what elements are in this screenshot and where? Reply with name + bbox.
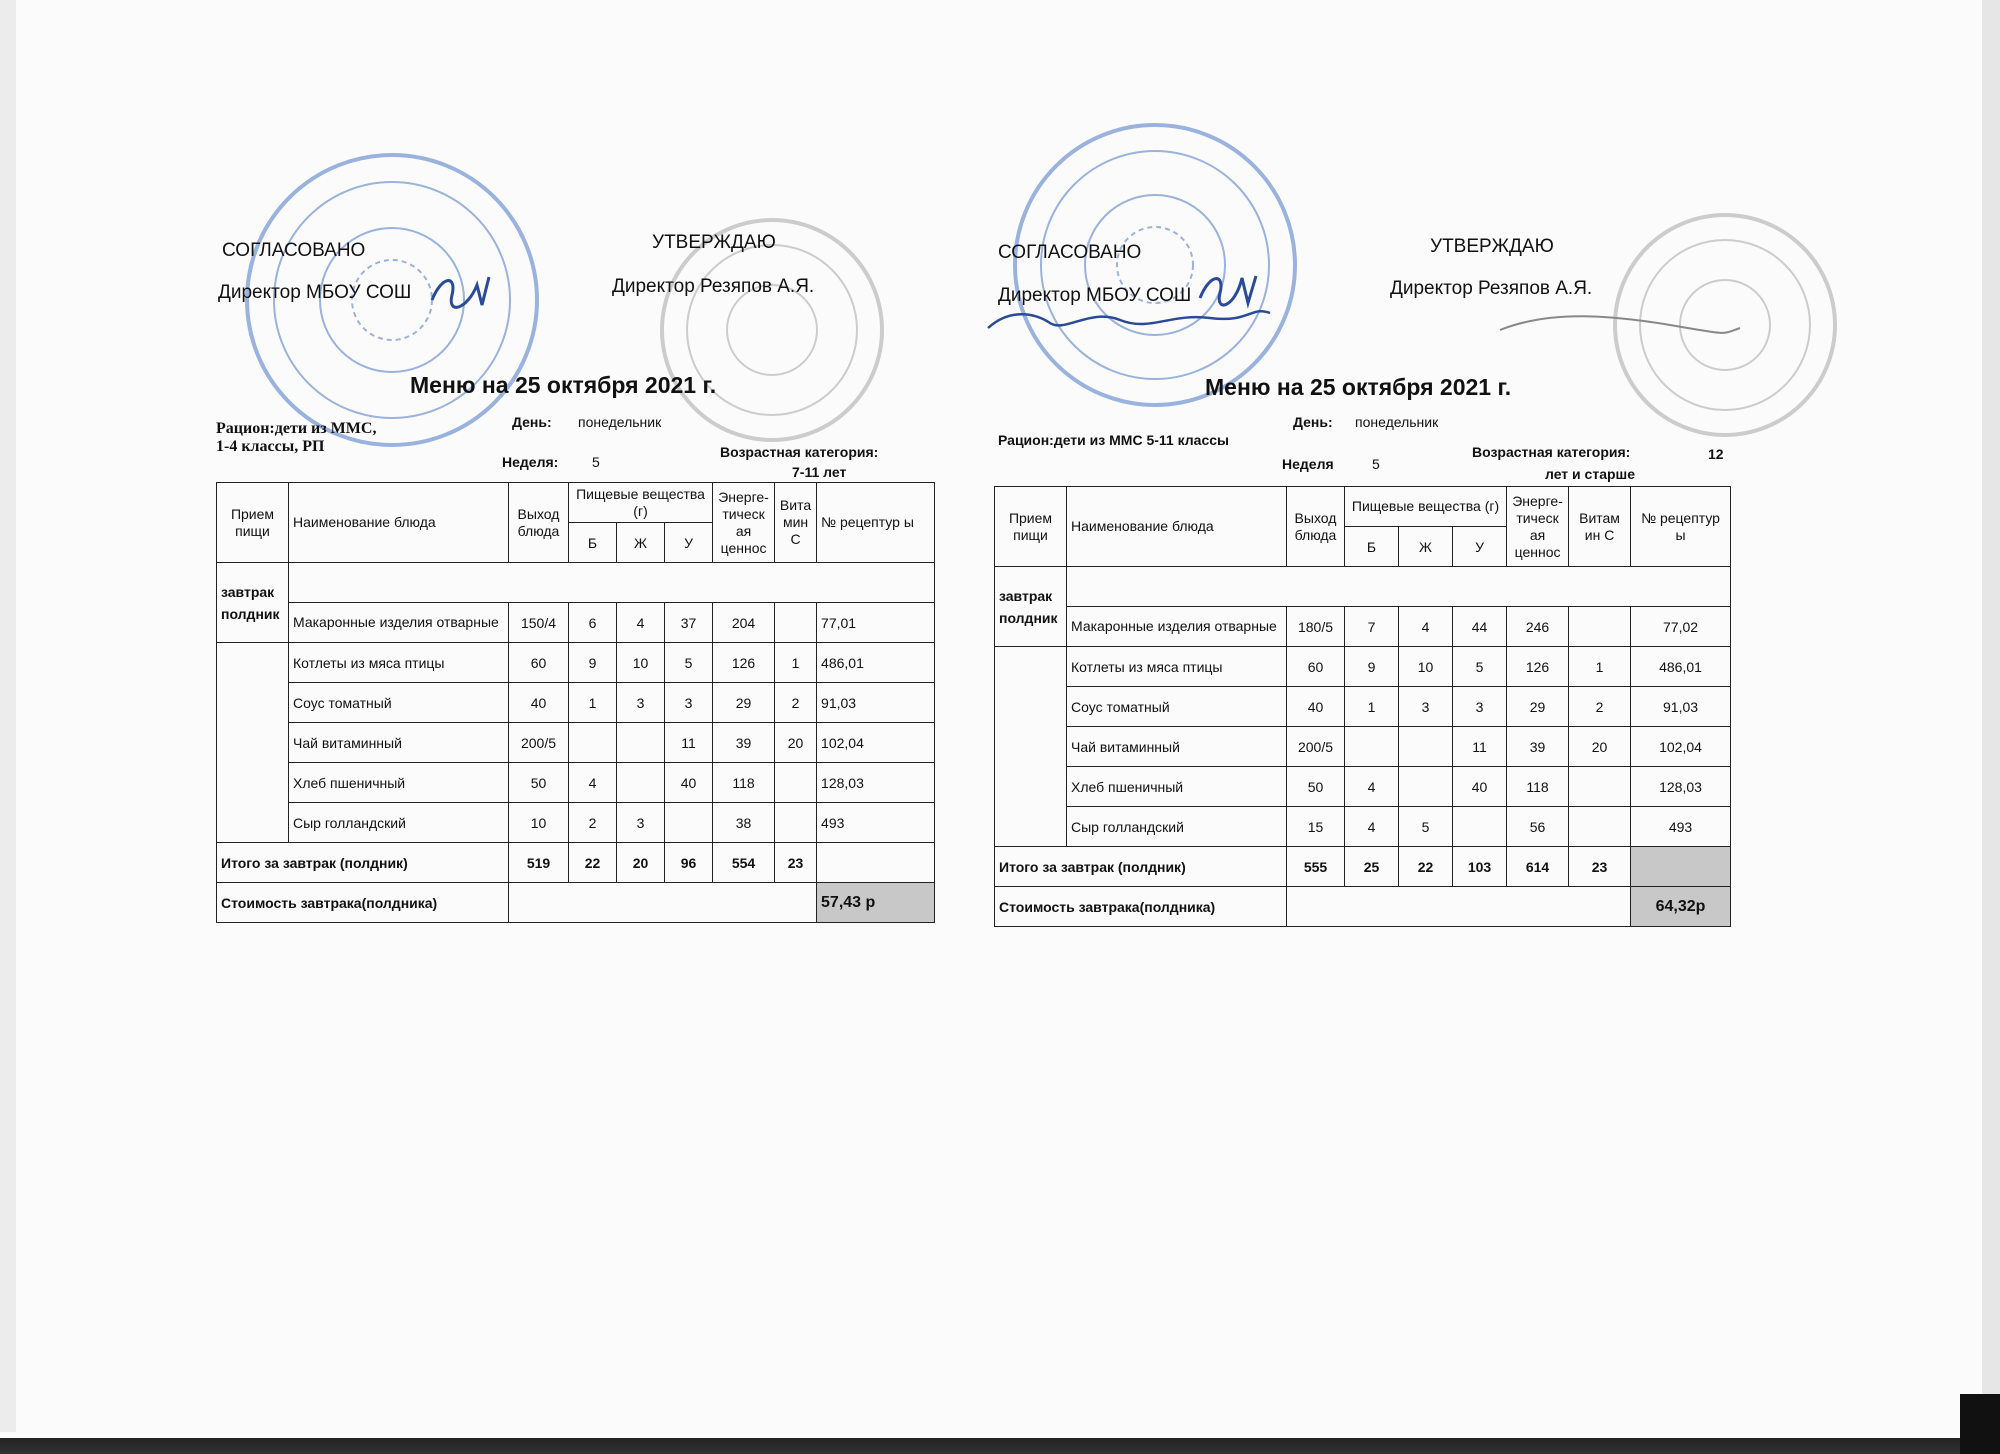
ration-label: Рацион:дети из ММС, [216, 420, 377, 437]
approve-by-label: Директор Резяпов А.Я. [1390, 278, 1593, 299]
menu-table [216, 482, 935, 923]
day-label: День: [512, 414, 552, 430]
recipe-cell: 493 [817, 803, 935, 843]
fat-cell: 10 [1399, 647, 1453, 687]
meal-spacer [217, 643, 289, 683]
age-value-2: лет и старше [1545, 466, 1635, 482]
total-protein: 22 [569, 843, 617, 883]
vitamin-c-cell [1569, 767, 1631, 807]
approve-by-label: Директор Резяпов А.Я. [612, 276, 815, 297]
header-protein: Б [569, 523, 617, 563]
header-recipe: № рецептур ы [1631, 487, 1731, 567]
protein-cell: 1 [1345, 687, 1399, 727]
ration-label: Рацион:дети из ММС 5-11 классы [998, 432, 1229, 448]
total-carbs: 103 [1453, 847, 1507, 887]
yield-cell: 50 [1287, 767, 1345, 807]
scan-corner [1960, 1394, 2000, 1454]
menu-table [994, 486, 1731, 927]
meal-spacer [995, 647, 1067, 687]
carbs-cell: 40 [665, 763, 713, 803]
table-row [995, 807, 1731, 847]
page-title: Меню на 25 октября 2021 г. [410, 372, 717, 398]
cost-row [217, 883, 935, 923]
header-energy: Энерге-тическ ая ценнос [1507, 487, 1569, 567]
header-recipe: № рецептур ы [817, 483, 935, 563]
fat-cell [617, 763, 665, 803]
table-row [995, 687, 1731, 727]
energy-cell: 38 [713, 803, 775, 843]
recipe-cell: 102,04 [1631, 727, 1731, 767]
header-vitamin-c: Витам ин С [1569, 487, 1631, 567]
energy-cell: 39 [713, 723, 775, 763]
cost-value: 57,43 р [817, 883, 935, 923]
scan-edge-right [1982, 0, 2000, 1454]
header-nutrients: Пищевые вещества (г) [569, 483, 713, 523]
energy-cell: 29 [713, 683, 775, 723]
energy-cell: 29 [1507, 687, 1569, 727]
header-yield: Выход блюда [509, 483, 569, 563]
table-row [217, 763, 935, 803]
meal-breakfast: завтрак [221, 584, 275, 600]
vitamin-c-cell: 1 [775, 643, 817, 683]
cost-label: Стоимость завтрака(полдника) [217, 883, 509, 923]
vitamin-c-cell [775, 763, 817, 803]
carbs-cell: 5 [665, 643, 713, 683]
yield-cell: 15 [1287, 807, 1345, 847]
carbs-cell: 3 [1453, 687, 1507, 727]
day-value: понедельник [578, 414, 662, 430]
approve-label: УТВЕРЖДАЮ [652, 232, 776, 253]
table-row [217, 723, 935, 763]
total-yield: 519 [509, 843, 569, 883]
ration-label-2: 1-4 классы, РП [216, 438, 325, 455]
fat-cell: 4 [1399, 607, 1453, 647]
day-label: День: [1293, 414, 1333, 430]
carbs-cell: 11 [665, 723, 713, 763]
meal-spacer [217, 803, 289, 843]
protein-cell: 9 [569, 643, 617, 683]
table-row [217, 683, 935, 723]
total-fat: 22 [1399, 847, 1453, 887]
table-row [217, 643, 935, 683]
total-vitamin-c: 23 [775, 843, 817, 883]
yield-cell: 10 [509, 803, 569, 843]
week-label: Неделя [1282, 456, 1334, 472]
header-yield: Выход блюда [1287, 487, 1345, 567]
approve-label: УТВЕРЖДАЮ [1430, 236, 1554, 257]
dish-name: Котлеты из мяса птицы [289, 643, 509, 683]
yield-cell: 180/5 [1287, 607, 1345, 647]
week-label: Неделя: [502, 454, 559, 470]
total-fat: 20 [617, 843, 665, 883]
fat-cell [1399, 767, 1453, 807]
week-value: 5 [592, 454, 600, 470]
protein-cell [1345, 727, 1399, 767]
energy-cell: 126 [713, 643, 775, 683]
header-nutrients: Пищевые вещества (г) [1345, 487, 1507, 527]
total-recipe-empty [817, 843, 935, 883]
carbs-cell: 3 [665, 683, 713, 723]
cost-blank [1287, 887, 1631, 927]
meal-spacer [995, 807, 1067, 847]
header-protein: Б [1345, 527, 1399, 567]
dish-name: Соус томатный [289, 683, 509, 723]
agreed-by-label: Директор МБОУ СОШ [998, 285, 1192, 306]
yield-cell: 200/5 [1287, 727, 1345, 767]
vitamin-c-cell: 1 [1569, 647, 1631, 687]
agreed-label: СОГЛАСОВАНО [222, 240, 366, 261]
recipe-cell: 102,04 [817, 723, 935, 763]
energy-cell: 118 [713, 763, 775, 803]
scan-edge-left [0, 0, 16, 1454]
meal-type-cell [995, 567, 1067, 647]
header-energy: Энерге-тическ ая ценнос [713, 483, 775, 563]
recipe-cell: 91,03 [1631, 687, 1731, 727]
fat-cell: 4 [617, 603, 665, 643]
dish-name: Чай витаминный [289, 723, 509, 763]
week-value: 5 [1372, 456, 1380, 472]
recipe-cell: 493 [1631, 807, 1731, 847]
total-protein: 25 [1345, 847, 1399, 887]
header-carbs: У [1453, 527, 1507, 567]
meal-spacer [217, 683, 289, 723]
header-dish: Наименование блюда [289, 483, 509, 563]
vitamin-c-cell [775, 803, 817, 843]
dish-name: Чай витаминный [1067, 727, 1287, 767]
protein-cell: 7 [1345, 607, 1399, 647]
recipe-cell: 128,03 [817, 763, 935, 803]
carbs-cell: 11 [1453, 727, 1507, 767]
vitamin-c-cell [1569, 807, 1631, 847]
total-carbs: 96 [665, 843, 713, 883]
table-row [995, 607, 1731, 647]
recipe-cell: 486,01 [817, 643, 935, 683]
total-label: Итого за завтрак (полдник) [995, 847, 1287, 887]
table-row [217, 603, 935, 643]
protein-cell: 4 [569, 763, 617, 803]
energy-cell: 204 [713, 603, 775, 643]
yield-cell: 50 [509, 763, 569, 803]
age-value: 7-11 лет [792, 464, 847, 480]
yield-cell: 40 [1287, 687, 1345, 727]
protein-cell: 2 [569, 803, 617, 843]
vitamin-c-cell: 2 [1569, 687, 1631, 727]
carbs-cell [1453, 807, 1507, 847]
dish-name: Сыр голландский [1067, 807, 1287, 847]
meal-spacer [995, 727, 1067, 767]
fat-cell: 3 [1399, 687, 1453, 727]
header-dish: Наименование блюда [1067, 487, 1287, 567]
agreed-label: СОГЛАСОВАНО [998, 242, 1142, 263]
energy-cell: 56 [1507, 807, 1569, 847]
carbs-cell: 40 [1453, 767, 1507, 807]
table-row [995, 767, 1731, 807]
energy-cell: 118 [1507, 767, 1569, 807]
meal-breakfast: завтрак [999, 588, 1053, 604]
recipe-cell: 486,01 [1631, 647, 1731, 687]
dish-name: Котлеты из мяса птицы [1067, 647, 1287, 687]
meal-spacer [217, 723, 289, 763]
carbs-cell: 37 [665, 603, 713, 643]
dish-name: Хлеб пшеничный [1067, 767, 1287, 807]
protein-cell: 1 [569, 683, 617, 723]
blank-row [289, 563, 935, 603]
yield-cell: 40 [509, 683, 569, 723]
fat-cell: 3 [617, 683, 665, 723]
vitamin-c-cell: 2 [775, 683, 817, 723]
total-yield: 555 [1287, 847, 1345, 887]
energy-cell: 126 [1507, 647, 1569, 687]
dish-name: Макаронные изделия отварные [1067, 607, 1287, 647]
recipe-cell: 91,03 [817, 683, 935, 723]
recipe-cell: 77,02 [1631, 607, 1731, 647]
carbs-cell [665, 803, 713, 843]
meal-spacer [995, 767, 1067, 807]
table-row [995, 647, 1731, 687]
recipe-cell: 128,03 [1631, 767, 1731, 807]
total-row [995, 847, 1731, 887]
fat-cell: 10 [617, 643, 665, 683]
scan-edge-bottom [0, 1432, 2000, 1454]
dish-name: Макаронные изделия отварные [289, 603, 509, 643]
total-vitamin-c: 23 [1569, 847, 1631, 887]
yield-cell: 150/4 [509, 603, 569, 643]
vitamin-c-cell [1569, 607, 1631, 647]
vitamin-c-cell: 20 [775, 723, 817, 763]
meal-spacer [995, 687, 1067, 727]
agreed-by-label: Директор МБОУ СОШ [218, 282, 412, 303]
page-title: Меню на 25 октября 2021 г. [1205, 374, 1512, 400]
protein-cell: 9 [1345, 647, 1399, 687]
dish-name: Хлеб пшеничный [289, 763, 509, 803]
yield-cell: 60 [1287, 647, 1345, 687]
fat-cell [1399, 727, 1453, 767]
vitamin-c-cell [775, 603, 817, 643]
meal-snack: полдник [999, 610, 1058, 626]
age-label: Возрастная категория: [1472, 444, 1631, 460]
total-energy: 554 [713, 843, 775, 883]
age-value: 12 [1708, 446, 1724, 462]
fat-cell [617, 723, 665, 763]
blank-row [1067, 567, 1731, 607]
protein-cell: 4 [1345, 767, 1399, 807]
carbs-cell: 44 [1453, 607, 1507, 647]
energy-cell: 39 [1507, 727, 1569, 767]
protein-cell [569, 723, 617, 763]
cost-label: Стоимость завтрака(полдника) [995, 887, 1287, 927]
header-fat: Ж [617, 523, 665, 563]
meal-spacer [217, 763, 289, 803]
recipe-cell: 77,01 [817, 603, 935, 643]
header-carbs: У [665, 523, 713, 563]
yield-cell: 60 [509, 643, 569, 683]
meal-snack: полдник [221, 606, 280, 622]
fat-cell: 3 [617, 803, 665, 843]
energy-cell: 246 [1507, 607, 1569, 647]
header-fat: Ж [1399, 527, 1453, 567]
yield-cell: 200/5 [509, 723, 569, 763]
vitamin-c-cell: 20 [1569, 727, 1631, 767]
table-row [995, 727, 1731, 767]
cost-value: 64,32р [1631, 887, 1731, 927]
header-vitamin-c: Вита мин С [775, 483, 817, 563]
carbs-cell: 5 [1453, 647, 1507, 687]
day-value: понедельник [1355, 414, 1439, 430]
total-label: Итого за завтрак (полдник) [217, 843, 509, 883]
dish-name: Соус томатный [1067, 687, 1287, 727]
table-row [217, 803, 935, 843]
header-meal: Прием пищи [217, 483, 289, 563]
cost-row [995, 887, 1731, 927]
total-row [217, 843, 935, 883]
protein-cell: 6 [569, 603, 617, 643]
total-energy: 614 [1507, 847, 1569, 887]
cost-blank [509, 883, 817, 923]
meal-type-cell [217, 563, 289, 643]
dish-name: Сыр голландский [289, 803, 509, 843]
age-label: Возрастная категория: [720, 444, 879, 460]
header-meal: Прием пищи [995, 487, 1067, 567]
protein-cell: 4 [1345, 807, 1399, 847]
total-recipe-shaded [1631, 847, 1731, 887]
fat-cell: 5 [1399, 807, 1453, 847]
